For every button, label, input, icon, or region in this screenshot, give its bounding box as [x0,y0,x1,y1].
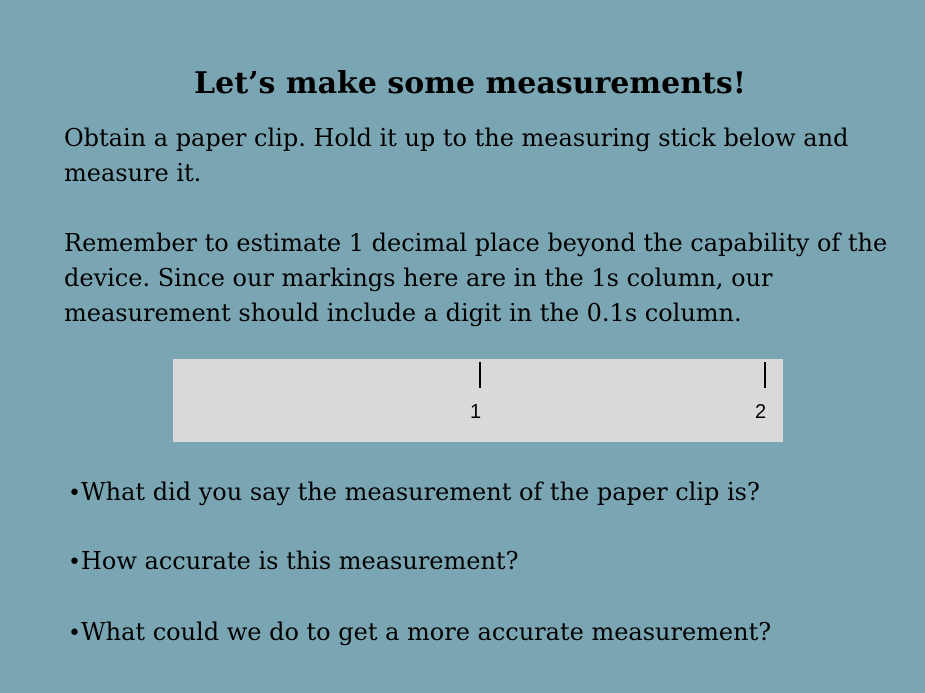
bullet-icon: • [68,481,81,506]
bullet-icon: • [68,621,81,646]
ruler-tick-1 [479,362,481,388]
instruction-line: measure it. [64,159,202,187]
estimate-line: device. Since our markings here are in the 1s column, our [64,264,773,292]
question-text: What did you say the measurement of the paper clip is? [80,478,760,506]
measuring-stick [173,359,783,442]
ruler-tick-label-1: 1 [470,401,482,423]
instruction-paragraph [64,121,894,191]
question-text: What could we do to get a more accurate measurement? [80,618,772,646]
ruler-tick-label-2: 2 [755,401,767,423]
question-text: How accurate is this measurement? [80,547,519,575]
estimate-paragraph [64,226,894,331]
question-item [68,545,518,579]
estimate-line: measurement should include a digit in the 0.1s column. [64,299,742,327]
question-item [68,616,771,650]
ruler-tick-2 [764,362,766,388]
bullet-icon: • [68,550,81,575]
question-item [68,476,760,510]
instruction-line: Obtain a paper clip. Hold it up to the measuring stick below and [64,124,849,152]
slide-title: Let’s make some measurements! [194,66,746,101]
estimate-line: Remember to estimate 1 decimal place beyond the capability of the [64,229,888,257]
